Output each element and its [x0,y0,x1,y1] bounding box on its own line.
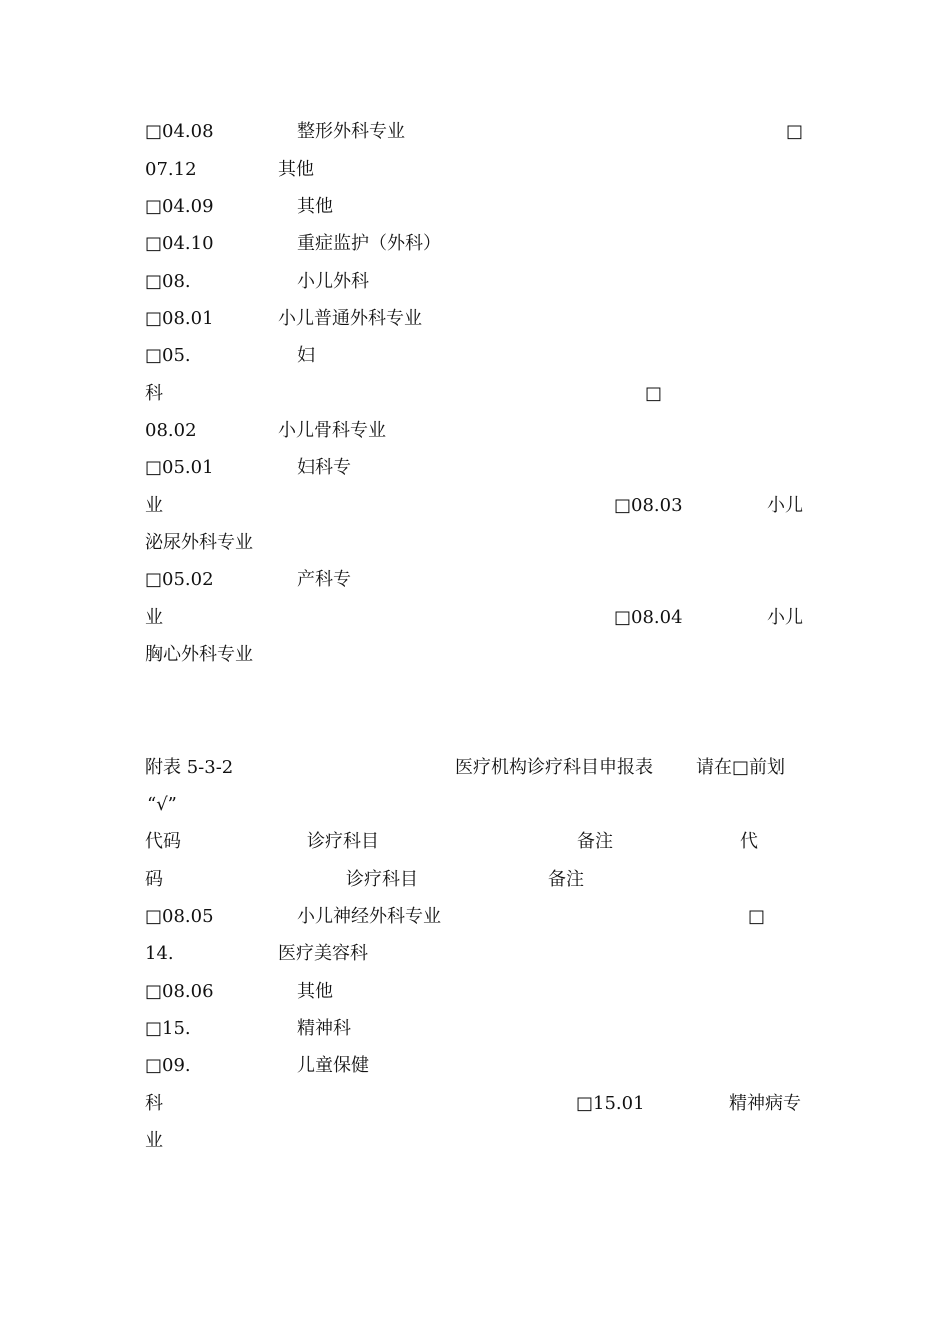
text-line [145,980,805,1004]
text-line [145,158,805,182]
text-line [145,344,805,368]
header-subject: 诊疗科目 [346,869,418,890]
subject-name: 其他 [297,196,333,217]
header-code: 代码 [145,831,181,852]
text-line [145,456,805,480]
header-remarks: 备注 [577,831,613,852]
subject-name: 科 [145,1093,163,1114]
appendix-number: 附表 5-3-2 [145,757,234,778]
checkbox-code: □05. [145,345,191,366]
text-line [145,1129,805,1153]
checkbox-code: □08.04 [614,607,683,628]
subject-name: 小儿骨科专业 [278,420,386,441]
checkbox-code: □08.06 [145,981,214,1002]
checkbox-code: □09. [145,1055,191,1076]
table-header-line [145,830,805,854]
text-line [145,494,805,518]
checkbox-code: □05.01 [145,457,214,478]
code: 08.02 [145,420,197,441]
subject-name: 其他 [278,159,314,180]
subject-name: 小儿外科 [297,271,369,292]
table-header-line [145,868,805,892]
subject-name: 整形外科专业 [297,121,405,142]
code: 07.12 [145,159,197,180]
checkbox-code: □08.05 [145,906,214,927]
text-line [145,606,805,630]
subject-name: 业 [145,495,163,516]
instruction: 请在□前划 [696,757,786,778]
text-line [145,531,805,555]
text-line [145,1092,805,1116]
subject-name: 重症监护（外科） [297,233,441,254]
text-line [145,307,805,331]
text-line [145,382,805,406]
subject-name: 小儿神经外科专业 [297,906,441,927]
text-line [145,120,805,144]
subject-name: 其他 [297,981,333,1002]
checkbox-code: □04.09 [145,196,214,217]
subject-name: 儿童保健 [297,1055,369,1076]
text-line [145,419,805,443]
checkbox-code: □04.10 [145,233,214,254]
checkbox-code: □15.01 [576,1093,645,1114]
subject-name: 产科专 [297,569,351,590]
subject-name: 业 [145,607,163,628]
checkmark-instruction: “√” [147,794,177,815]
header-code: 代 [740,831,758,852]
checkbox: □ [748,906,766,927]
text-line [145,232,805,256]
text-line [145,195,805,219]
header-subject: 诊疗科目 [307,831,379,852]
subject-name: 精神病专 [729,1093,801,1114]
checkbox: □ [645,383,663,404]
subject-name: 业 [145,1130,163,1151]
text-line [145,1017,805,1041]
text-line [145,568,805,592]
subject-name: 泌尿外科专业 [145,532,253,553]
code: 14. [145,943,174,964]
header-remarks: 备注 [548,869,584,890]
subject-name: 小儿 [767,495,803,516]
checkbox-code: □15. [145,1018,191,1039]
header-code: 码 [145,869,163,890]
text-line [145,643,805,667]
text-line [145,270,805,294]
subject-name: 妇科专 [297,457,351,478]
subject-name: 小儿 [767,607,803,628]
subject-name: 胸心外科专业 [145,644,253,665]
table-title-line [145,756,805,780]
text-line [145,905,805,929]
subject-name: 妇 [297,345,315,366]
checkbox-code: □08.03 [614,495,683,516]
subject-name: 小儿普通外科专业 [278,308,422,329]
subject-name: 精神科 [297,1018,351,1039]
checkbox-code: □08.01 [145,308,214,329]
checkbox-code: □04.08 [145,121,214,142]
checkbox: □ [786,121,804,142]
subject-name: 科 [145,383,163,404]
table-title: 医疗机构诊疗科目申报表 [455,757,653,778]
text-line [145,942,805,966]
text-line [145,793,805,817]
subject-name: 医疗美容科 [278,943,368,964]
checkbox-code: □08. [145,271,191,292]
checkbox-code: □05.02 [145,569,214,590]
text-line [145,1054,805,1078]
